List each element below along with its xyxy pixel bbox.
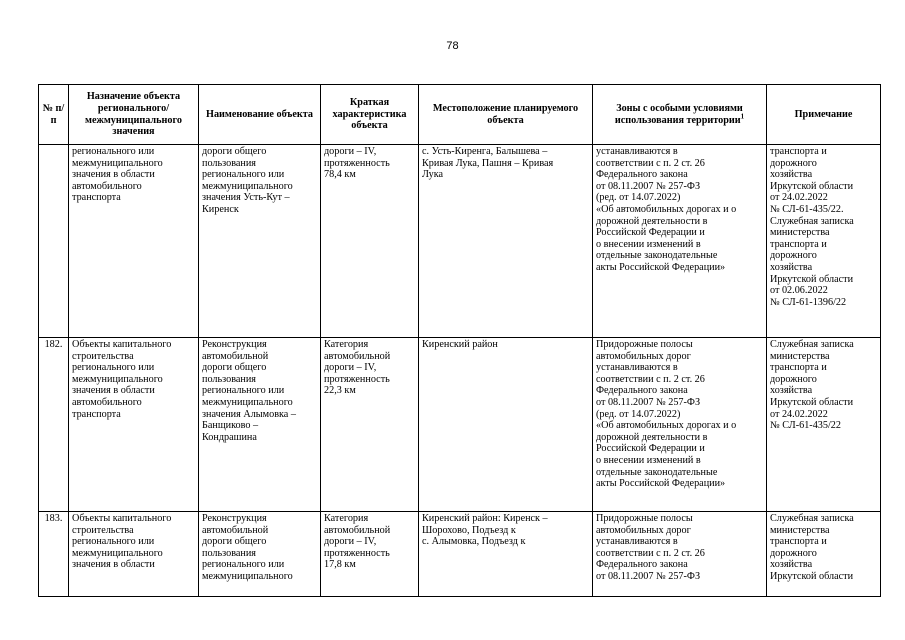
header-purpose: Назначение объекта регионального/ межмуниципального значения [69,85,199,145]
header-num: № п/п [39,85,69,145]
header-name: Наименование объекта [199,85,321,145]
cell-purpose: Объекты капитального строительства регионального или межмуниципального значения в области [69,512,199,597]
table-row [39,338,881,512]
cell-characteristics: дороги – IV, протяженность 78,4 км [321,145,419,338]
cell-location: Киренский район: Киренск – Шорохово, Подъезд к с. Алымовка, Подъезд к [419,512,593,597]
header-characteristics: Краткая характеристика объекта [321,85,419,145]
header-location: Местоположение планируемого объекта [419,85,593,145]
cell-purpose: Объекты капитального строительства регионального или межмуниципального значения в области автомобильного транспорта [69,338,199,512]
cell-location: Киренский район [419,338,593,512]
header-zones [593,85,767,145]
header-note: Примечание [767,85,881,145]
header-zones-footnote: 1 [740,112,745,121]
cell-zones: Придорожные полосы автомобильных дорог устанавливаются в соответствии с п. 2 ст. 26 Федерального закона от 08.11.2007 № 257-ФЗ [593,512,767,597]
cell-note: Служебная записка министерства транспорта и дорожного хозяйства Иркутской области от 24.02.2022 № СЛ-61-435/22 [767,338,881,512]
table-header-row [39,85,881,145]
objects-table [38,84,881,597]
table-row [39,145,881,338]
table-row [39,512,881,597]
cell-zones: устанавливаются в соответствии с п. 2 ст. 26 Федерального закона от 08.11.2007 № 257-ФЗ (ред. от 14.07.2022) «Об автомобильных дорогах и о дорожной деятельности в Российской Федерации и о внесении изменений в отдельные законодательные акты Российской Федерации» [593,145,767,338]
header-zones-text: Зоны с особыми условиями использования территории [614,102,743,126]
cell-num: 183. [39,512,69,597]
cell-name: Реконструкция автомобильной дороги общего пользования регионального или межмуниципального [199,512,321,597]
cell-zones: Придорожные полосы автомобильных дорог устанавливаются в соответствии с п. 2 ст. 26 Федерального закона от 08.11.2007 № 257-ФЗ (ред. от 14.07.2022) «Об автомобильных дорогах и о дорожной деятельности в Российской Федерации и о внесении изменений в отдельные законодательные акты Российской Федерации» [593,338,767,512]
cell-purpose: регионального или межмуниципального значения в области автомобильного транспорта [69,145,199,338]
cell-num: 182. [39,338,69,512]
cell-note: Служебная записка министерства транспорта и дорожного хозяйства Иркутской области [767,512,881,597]
cell-location: с. Усть-Киренга, Балышева – Кривая Лука, Пашня – Кривая Лука [419,145,593,338]
cell-name: дороги общего пользования регионального или межмуниципального значения Усть-Кут – Киренск [199,145,321,338]
cell-name: Реконструкция автомобильной дороги общего пользования регионального или межмуниципального значения Алымовка – Банщиково – Кондрашина [199,338,321,512]
page-number: 78 [446,40,459,52]
cell-characteristics: Категория автомобильной дороги – IV, протяженность 17,8 км [321,512,419,597]
cell-num [39,145,69,338]
cell-characteristics: Категория автомобильной дороги – IV, протяженность 22,3 км [321,338,419,512]
cell-note: транспорта и дорожного хозяйства Иркутской области от 24.02.2022 № СЛ-61-435/22. Служебная записка министерства транспорта и дорожного хозяйства Иркутской области от 02.06.2022 № СЛ-61-1396/22 [767,145,881,338]
